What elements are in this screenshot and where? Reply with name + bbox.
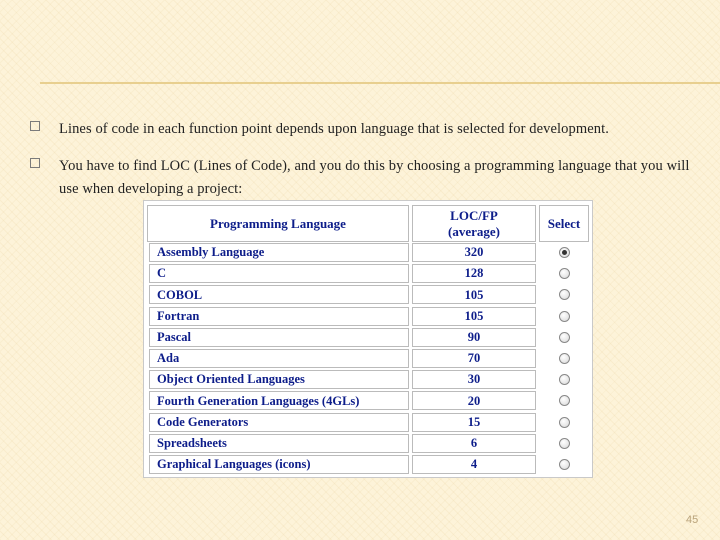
language-radio[interactable]: [559, 289, 570, 300]
loc-cell: 128: [412, 264, 536, 283]
loc-cell: 20: [412, 391, 536, 410]
language-cell: Graphical Languages (icons): [149, 455, 409, 474]
language-cell: Object Oriented Languages: [149, 370, 409, 389]
table-row: [144, 328, 594, 347]
loc-cell: 90: [412, 328, 536, 347]
language-radio[interactable]: [559, 459, 570, 470]
bullet-item: [30, 118, 700, 141]
header-loc-sublabel: (average): [448, 223, 500, 239]
language-radio[interactable]: [559, 438, 570, 449]
table-row: [144, 349, 594, 368]
table-row: [144, 243, 594, 262]
header-loc: [412, 205, 536, 242]
table-row: [144, 285, 594, 304]
select-cell: [539, 370, 589, 389]
loc-table: [143, 200, 593, 478]
language-cell: Fourth Generation Languages (4GLs): [149, 391, 409, 410]
bullet-square-icon: [30, 158, 40, 168]
language-radio[interactable]: [559, 374, 570, 385]
header-select: [539, 205, 589, 242]
table-row: [144, 264, 594, 283]
header-language-label: Programming Language: [210, 215, 346, 231]
loc-cell: 30: [412, 370, 536, 389]
table-row: [144, 370, 594, 389]
select-cell: [539, 455, 589, 474]
table-row: [144, 455, 594, 474]
language-radio[interactable]: [559, 311, 570, 322]
table-row: [144, 391, 594, 410]
language-radio[interactable]: [559, 247, 570, 258]
language-radio[interactable]: [559, 417, 570, 428]
loc-cell: 15: [412, 413, 536, 432]
language-radio[interactable]: [559, 268, 570, 279]
bullet-square-icon: [30, 121, 40, 131]
language-radio[interactable]: [559, 395, 570, 406]
select-cell: [539, 391, 589, 410]
language-cell: Fortran: [149, 307, 409, 326]
select-cell: [539, 307, 589, 326]
select-cell: [539, 264, 589, 283]
language-cell: COBOL: [149, 285, 409, 304]
loc-cell: 4: [412, 455, 536, 474]
select-cell: [539, 285, 589, 304]
select-cell: [539, 243, 589, 262]
header-language: [147, 205, 409, 242]
language-cell: Assembly Language: [149, 243, 409, 262]
table-row: [144, 434, 594, 453]
language-cell: C: [149, 264, 409, 283]
select-cell: [539, 434, 589, 453]
loc-cell: 105: [412, 285, 536, 304]
select-cell: [539, 328, 589, 347]
bullet-text: Lines of code in each function point depends upon language that is selected for development.: [59, 121, 609, 137]
loc-cell: 70: [412, 349, 536, 368]
title-divider: [40, 82, 720, 84]
loc-cell: 6: [412, 434, 536, 453]
language-radio[interactable]: [559, 353, 570, 364]
bullet-item: [30, 155, 700, 201]
loc-cell: 105: [412, 307, 536, 326]
loc-cell: 320: [412, 243, 536, 262]
select-cell: [539, 349, 589, 368]
table-row: [144, 413, 594, 432]
language-cell: Pascal: [149, 328, 409, 347]
page-number: 45: [686, 514, 699, 526]
language-cell: Code Generators: [149, 413, 409, 432]
language-cell: Ada: [149, 349, 409, 368]
bullet-text: You have to find LOC (Lines of Code), and you do this by choosing a programming language that you will use when developing a project:: [59, 158, 690, 197]
header-select-label: Select: [547, 215, 581, 231]
language-cell: Spreadsheets: [149, 434, 409, 453]
language-radio[interactable]: [559, 332, 570, 343]
table-row: [144, 307, 594, 326]
select-cell: [539, 413, 589, 432]
header-loc-label: LOC/FP: [450, 207, 498, 223]
